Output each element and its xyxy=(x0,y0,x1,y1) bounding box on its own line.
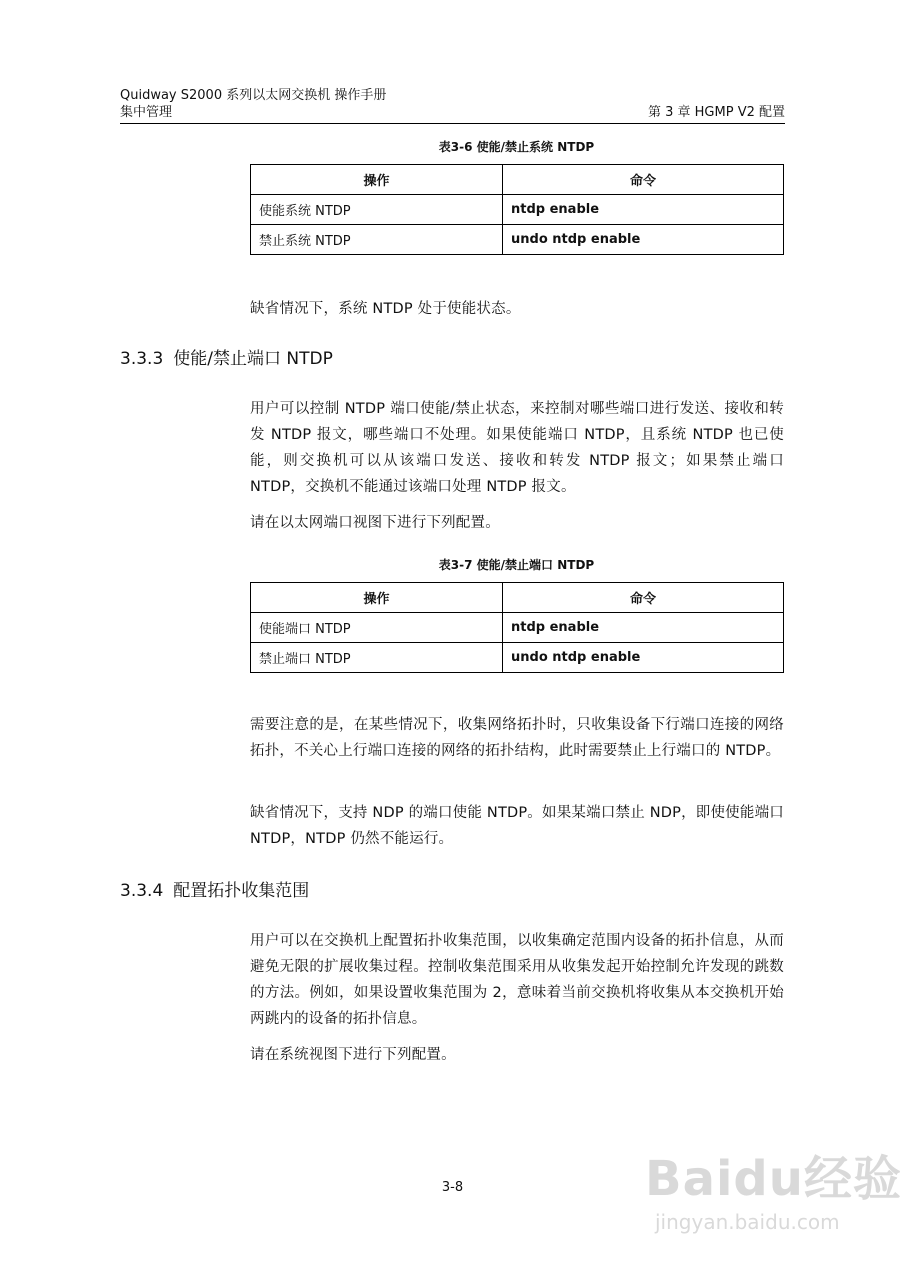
table-cell-command: ntdp enable xyxy=(503,613,784,643)
table-row xyxy=(251,195,784,225)
table-header-command: 命令 xyxy=(503,583,784,613)
table-3-7-caption: 表3-7 使能/禁止端口 NTDP xyxy=(438,558,595,572)
section-heading-3-3-4 xyxy=(120,880,309,902)
page-number: 3-8 xyxy=(441,1180,464,1195)
section-number: 3.3.4 xyxy=(120,881,164,901)
paragraph-topology-range-intro: 用户可以在交换机上配置拓扑收集范围，以收集确定范围内设备的拓扑信息，从而避免无限的扩展收集过程。控制收集范围采用从收集发起开始控制允许发现的跳数的方法。例如，如果设置收集范围为 2，意味着当前交换机将收集从本交换机开始两跳内的设备的拓扑信息。 xyxy=(250,933,784,1027)
table-cell-operation: 使能端口 NTDP xyxy=(251,613,503,643)
header-manual-title: Quidway S2000 系列以太网交换机 操作手册 xyxy=(120,88,387,103)
table-row xyxy=(251,643,784,673)
paragraph-ndp-default: 缺省情况下，支持 NDP 的端口使能 NTDP。如果某端口禁止 NDP，即使使能端口 NTDP，NTDP 仍然不能运行。 xyxy=(250,805,784,847)
header-section-name: 集中管理 xyxy=(120,105,173,120)
baidu-jingyan-watermark xyxy=(645,1140,902,1260)
section-number: 3.3.3 xyxy=(120,349,164,369)
paragraph-system-view-config: 请在系统视图下进行下列配置。 xyxy=(250,1047,456,1063)
table-cell-command: undo ntdp enable xyxy=(503,225,784,255)
table-cell-operation: 使能系统 NTDP xyxy=(251,195,503,225)
table-3-7 xyxy=(250,582,784,673)
paragraph-port-view-config: 请在以太网端口视图下进行下列配置。 xyxy=(250,515,500,531)
table-cell-operation: 禁止系统 NTDP xyxy=(251,225,503,255)
table-row xyxy=(251,613,784,643)
section-title: 配置拓扑收集范围 xyxy=(173,881,310,901)
table-cell-operation: 禁止端口 NTDP xyxy=(251,643,503,673)
table-header-command: 命令 xyxy=(503,165,784,195)
header-chapter: 第 3 章 HGMP V2 配置 xyxy=(647,105,785,120)
section-title: 使能/禁止端口 NTDP xyxy=(173,349,333,369)
watermark-logo: Baidu经验 xyxy=(645,1151,902,1207)
section-heading-3-3-3 xyxy=(120,348,333,370)
table-header-operation: 操作 xyxy=(251,583,503,613)
watermark-url: jingyan.baidu.com xyxy=(655,1210,840,1234)
paragraph-uplink-note: 需要注意的是，在某些情况下，收集网络拓扑时，只收集设备下行端口连接的网络拓扑，不关心上行端口连接的网络的拓扑结构，此时需要禁止上行端口的 NTDP。 xyxy=(250,717,784,759)
table-cell-command: undo ntdp enable xyxy=(503,643,784,673)
paragraph-port-ntdp-intro: 用户可以控制 NTDP 端口使能/禁止状态，来控制对哪些端口进行发送、接收和转发 NTDP 报文，哪些端口不处理。如果使能端口 NTDP，且系统 NTDP 也已使能，则交换机可以从该端口发送、接收和转发 NTDP 报文；如果禁止端口 NTDP，交换机不能通过该端口处理 NTDP 报文。 xyxy=(250,401,784,495)
table-row xyxy=(251,225,784,255)
header-rule xyxy=(120,123,785,124)
paragraph-default-system-ntdp: 缺省情况下，系统 NTDP 处于使能状态。 xyxy=(250,301,521,317)
table-3-6-caption: 表3-6 使能/禁止系统 NTDP xyxy=(438,140,595,154)
table-header-row xyxy=(251,583,784,613)
table-header-row xyxy=(251,165,784,195)
table-3-6 xyxy=(250,164,784,255)
table-cell-command: ntdp enable xyxy=(503,195,784,225)
table-header-operation: 操作 xyxy=(251,165,503,195)
